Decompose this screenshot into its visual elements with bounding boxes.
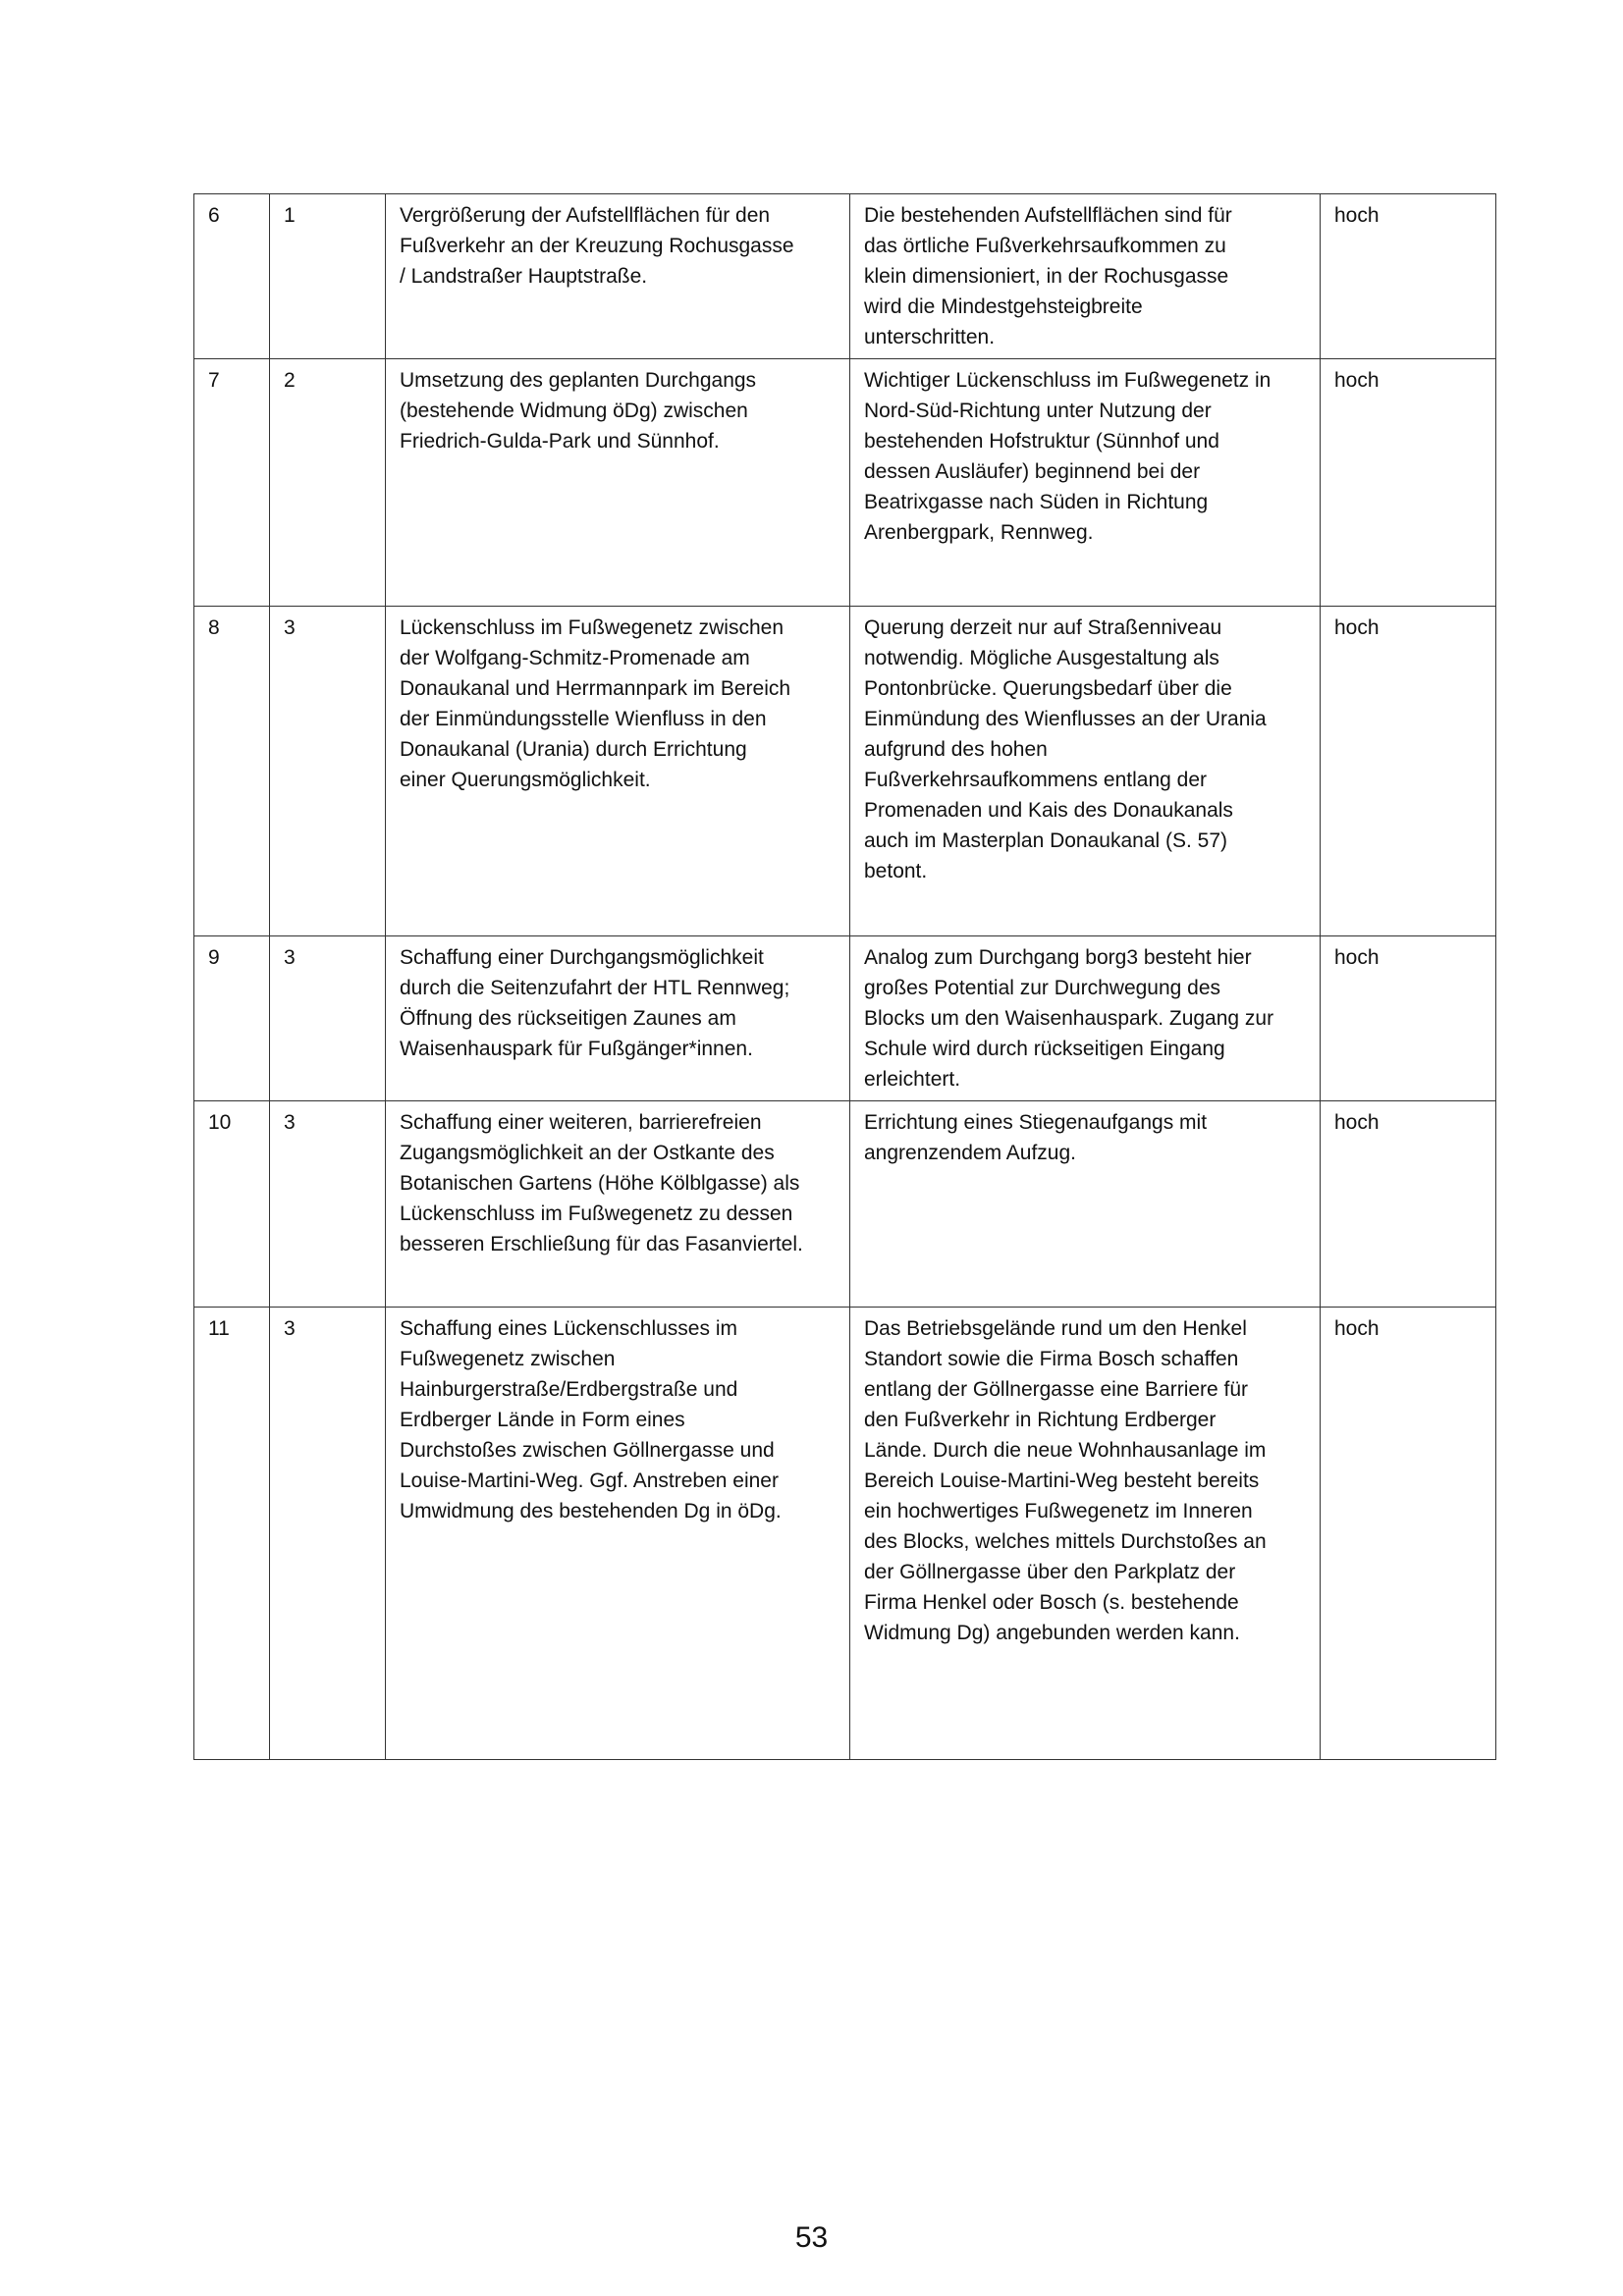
measure-description-cell: Umsetzung des geplanten Durchgangs (bestehende Widmung öDg) zwischen Friedrich-Gulda-Park und Sünnhof.	[386, 359, 850, 607]
measure-number-cell: 11	[194, 1308, 270, 1760]
urgency-cell: hoch	[1321, 1101, 1496, 1308]
urgency-cell: hoch	[1321, 194, 1496, 359]
measure-description-cell: Schaffung eines Lückenschlusses im Fußwegenetz zwischen Hainburgerstraße/Erdbergstraße und Erdberger Lände in Form eines Durchstoßes zwischen Göllnergasse und Louise-Martini-Weg. Ggf. Anstreben einer Umwidmung des bestehenden Dg in öDg.	[386, 1308, 850, 1760]
table-row	[194, 1308, 1496, 1760]
priority-cell: 3	[270, 1101, 386, 1308]
urgency-cell: hoch	[1321, 936, 1496, 1101]
table-row	[194, 607, 1496, 936]
measures-table	[193, 193, 1496, 1760]
justification-cell: Die bestehenden Aufstellflächen sind für das örtliche Fußverkehrsaufkommen zu klein dimensioniert, in der Rochusgasse wird die Mindestgehsteigbreite unterschritten.	[850, 194, 1321, 359]
justification-cell: Das Betriebsgelände rund um den Henkel Standort sowie die Firma Bosch schaffen entlang der Göllnergasse eine Barriere für den Fußverkehr in Richtung Erdberger Lände. Durch die neue Wohnhausanlage im Bereich Louise-Martini-Weg besteht bereits ein hochwertiges Fußwegenetz im Inneren des Blocks, welches mittels Durchstoßes an der Göllnergasse über den Parkplatz der Firma Henkel oder Bosch (s. bestehende Widmung Dg) angebunden werden kann.	[850, 1308, 1321, 1760]
table-row	[194, 359, 1496, 607]
measure-number-cell: 7	[194, 359, 270, 607]
measure-number-cell: 8	[194, 607, 270, 936]
urgency-cell: hoch	[1321, 1308, 1496, 1760]
justification-cell: Wichtiger Lückenschluss im Fußwegenetz in Nord-Süd-Richtung unter Nutzung der bestehenden Hofstruktur (Sünnhof und dessen Ausläufer) beginnend bei der Beatrixgasse nach Süden in Richtung Arenbergpark, Rennweg.	[850, 359, 1321, 607]
priority-cell: 3	[270, 1308, 386, 1760]
justification-cell: Errichtung eines Stiegenaufgangs mit angrenzendem Aufzug.	[850, 1101, 1321, 1308]
measure-number-cell: 6	[194, 194, 270, 359]
measure-description-cell: Lückenschluss im Fußwegenetz zwischen der Wolfgang-Schmitz-Promenade am Donaukanal und Herrmannpark im Bereich der Einmündungsstelle Wienfluss in den Donaukanal (Urania) durch Errichtung einer Querungsmöglichkeit.	[386, 607, 850, 936]
urgency-cell: hoch	[1321, 607, 1496, 936]
priority-cell: 3	[270, 607, 386, 936]
table-row	[194, 1101, 1496, 1308]
priority-cell: 2	[270, 359, 386, 607]
priority-cell: 1	[270, 194, 386, 359]
measure-description-cell: Schaffung einer Durchgangsmöglichkeit durch die Seitenzufahrt der HTL Rennweg; Öffnung des rückseitigen Zaunes am Waisenhauspark für Fußgänger*innen.	[386, 936, 850, 1101]
priority-cell: 3	[270, 936, 386, 1101]
justification-cell: Querung derzeit nur auf Straßenniveau notwendig. Mögliche Ausgestaltung als Pontonbrücke. Querungsbedarf über die Einmündung des Wienflusses an der Urania aufgrund des hohen Fußverkehrsaufkommens entlang der Promenaden und Kais des Donaukanals auch im Masterplan Donaukanal (S. 57) betont.	[850, 607, 1321, 936]
table-row	[194, 936, 1496, 1101]
measure-number-cell: 10	[194, 1101, 270, 1308]
urgency-cell: hoch	[1321, 359, 1496, 607]
measure-number-cell: 9	[194, 936, 270, 1101]
measure-description-cell: Vergrößerung der Aufstellflächen für den Fußverkehr an der Kreuzung Rochusgasse / Landstraßer Hauptstraße.	[386, 194, 850, 359]
measure-description-cell: Schaffung einer weiteren, barrierefreien Zugangsmöglichkeit an der Ostkante des Botanischen Gartens (Höhe Kölblgasse) als Lückenschluss im Fußwegenetz zu dessen besseren Erschließung für das Fasanviertel.	[386, 1101, 850, 1308]
page-number: 53	[794, 2221, 829, 2254]
table-row	[194, 194, 1496, 359]
justification-cell: Analog zum Durchgang borg3 besteht hier großes Potential zur Durchwegung des Blocks um den Waisenhauspark. Zugang zur Schule wird durch rückseitigen Eingang erleichtert.	[850, 936, 1321, 1101]
